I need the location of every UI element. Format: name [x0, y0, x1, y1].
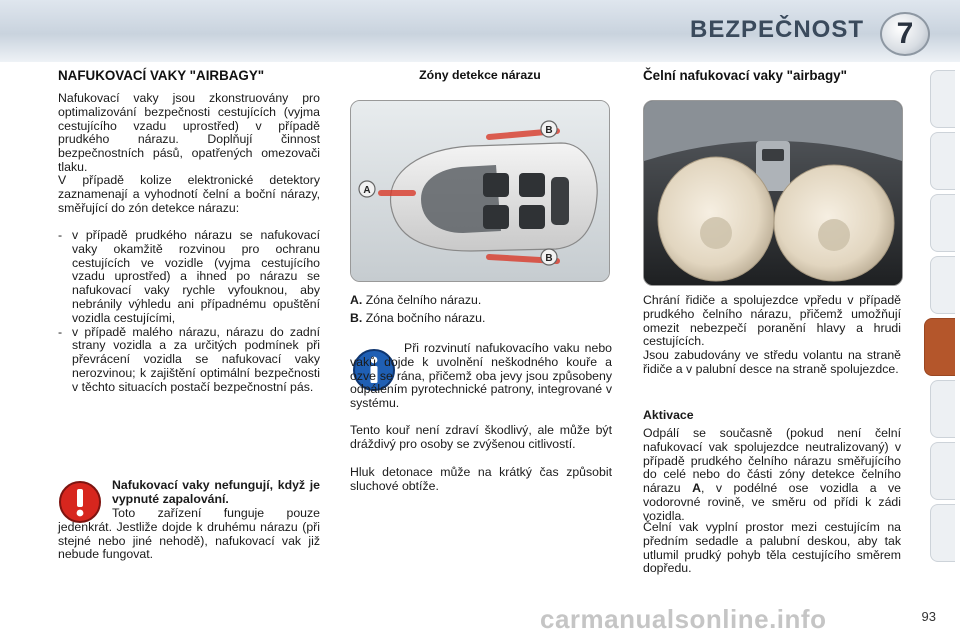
chapter-tabs: [930, 70, 960, 570]
smoke-paragraph: Tento kouř není zdraví škodlivý, ale může být dráždivý pro osoby se zvýšenou citlivostí.: [350, 423, 612, 451]
zone-b-label: B. Zóna bočního nárazu.: [350, 311, 486, 325]
chapter-tab[interactable]: [930, 380, 955, 438]
fill-paragraph: Čelní vak vyplní prostor mezi cestujícím na předním sedadle a palubní deskou, aby tak utlumil prudký pohyb těla cestujícího směrem dopředu.: [643, 520, 901, 576]
zone-a-label: A. Zóna čelního nárazu.: [350, 293, 482, 307]
protection-paragraph: Chrání řidiče a spolujezdce vpředu v případě prudkého čelního nárazu, přičemž umožňují omezit nebezpečí poranění hlavy a hrudi cestujících.: [643, 293, 901, 349]
warning-title: Nafukovací vaky nefungují, když je vypnuté zapalování.: [112, 478, 320, 506]
marker-a: A: [363, 185, 371, 196]
list-item: - v případě malého nárazu, nárazu do zadní strany vozidla a za určitých podmínek při převrácení vozidla se nafukovací vaky nerozvinou; k zajištění optimální bezpečnosti v těchto situacích postačí bezpečnostní pás.: [58, 324, 320, 394]
list-item: - v případě prudkého nárazu se nafukovací vaky okamžitě rozvinou pro ochranu cestujících ve vozidle (vyjma cestujícího vzadu uprostřed) a ihned po nárazu se nafukovací vaky rychle vyfouknou, aby nebránily výhledu ani případnému opuštění vozidla cestujícími,: [58, 228, 320, 325]
watermark: carmanualsonline.info: [540, 604, 827, 634]
intro-paragraph: Nafukovací vaky jsou zkonstruovány pro optimalizování bezpečnosti cestujících (vyjma cestujícího vzadu uprostřed) v případě prudkého nárazu. Doplňují činnost bezpečnostních pásů, opatřených omezovači tlaku.: [58, 91, 320, 174]
noise-paragraph: Hluk detonace může na krátký čas způsobit sluchové obtíže.: [350, 465, 612, 493]
activation-heading: Aktivace: [643, 408, 694, 422]
warning-text: Toto zařízení funguje pouze jedenkrát. Jestliže dojde k druhému nárazu (při stejné nebo jiné nehodě), nafukovací vak již nebude fungovat.: [58, 506, 320, 562]
behaviour-list: [58, 229, 320, 395]
chapter-badge: 7: [880, 12, 930, 56]
location-paragraph: Jsou zabudovány ve středu volantu na straně řidiče a v palubní desce na straně spolujezdce.: [643, 348, 901, 376]
zones-heading: Zóny detekce nárazu: [419, 68, 541, 82]
frontal-airbags-image: [643, 100, 903, 286]
chapter-tab-active[interactable]: [924, 318, 955, 376]
chapter-tab[interactable]: [930, 132, 955, 190]
chapter-tab[interactable]: [930, 70, 955, 128]
chapter-tab[interactable]: [930, 256, 955, 314]
chapter-tab[interactable]: [930, 504, 955, 562]
marker-b-bottom: B: [545, 253, 553, 264]
section-heading-airbags: NAFUKOVACÍ VAKY "AIRBAGY": [58, 68, 265, 83]
chapter-tab[interactable]: [930, 442, 955, 500]
marker-b-top: B: [545, 125, 553, 136]
car-zones-image: [350, 100, 610, 282]
info-paragraph: Při rozvinutí nafukovacího vaku nebo vaků dojde k uvolnění neškodného kouře a ozve se rána, přičemž oba jevy jsou způsobeny odpálením pyrotechnické patrony, integrované v systému.: [350, 341, 612, 411]
page-number: 93: [921, 609, 936, 624]
frontal-airbags-heading: Čelní nafukovací vaky "airbagy": [643, 68, 847, 83]
chapter-tab[interactable]: [930, 194, 955, 252]
page-title: BEZPEČNOST: [689, 16, 864, 43]
detection-paragraph: V případě kolize elektronické detektory zaznamenají a vyhodnotí čelní a boční nárazy, směřující do zón detekce nárazu:: [58, 173, 320, 215]
activation-paragraph: Odpálí se současně (pokud není čelní nafukovací vak spolujezdce neutralizovaný) v případě prudkého čelního nárazu směřujícího do celé nebo do části zóny detekce čelního nárazu A, v podélné ose vozidla a ve vodorovné rovině, ve směru od přídi k zádi vozidla.: [643, 426, 901, 523]
